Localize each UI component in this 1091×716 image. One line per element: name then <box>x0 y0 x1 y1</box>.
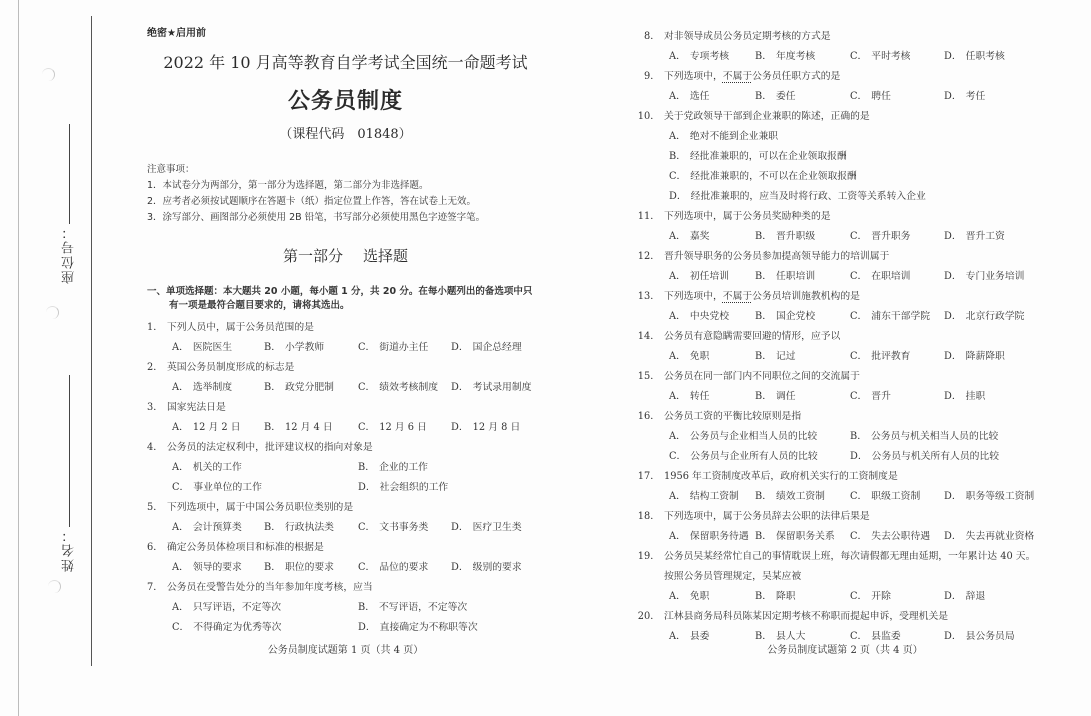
option-a: A． 会计预算类 <box>172 522 242 533</box>
question-item <box>635 507 1055 547</box>
question-number: 1． <box>146 322 163 333</box>
question-stem: 江林县商务局科员陈某因定期考核不称职而提起申诉，受理机关是 <box>664 611 949 622</box>
notice-item: 1．本试卷分为两部分，第一部分为选择题，第二部分为非选择题。 <box>147 180 429 191</box>
confidential-mark: 绝密★启用前 <box>147 28 206 39</box>
option-a: A． 嘉奖 <box>669 231 710 242</box>
notice-heading: 注意事项： <box>147 164 195 175</box>
option-b: B． 调任 <box>755 391 796 402</box>
option-d: D． 考试录用制度 <box>451 382 532 393</box>
question-stem: 公务员吴某经常忙自己的事情耽误上班，每次请假都无理由延期，一年累计达 40 天。 <box>664 551 1036 562</box>
punch-hole-mark <box>46 306 59 319</box>
option-c: C． 聘任 <box>850 91 891 102</box>
notice-section <box>147 162 485 226</box>
question-item <box>635 467 1055 507</box>
option-c: C． 开除 <box>850 591 891 602</box>
seat-number-label: 座位号： <box>62 224 77 284</box>
question-number: 13． <box>637 291 660 302</box>
option-a: A． 中央党校 <box>669 311 730 322</box>
option-c: C． 12 月 6 日 <box>358 422 427 433</box>
option-a: A． 初任培训 <box>669 271 730 282</box>
question-item <box>635 27 1055 67</box>
name-blank-line[interactable] <box>70 375 71 527</box>
question-list <box>635 27 1055 647</box>
option-b: B． 政党分肥制 <box>264 382 334 393</box>
option-d: D． 职务等级工资制 <box>944 491 1035 502</box>
section-part: 第一部分 <box>282 247 343 265</box>
question-stem: 下列选项中，属于公务员辞去公职的法律后果是 <box>664 511 870 522</box>
option-d: D． 国企总经理 <box>451 342 522 353</box>
option-b: B． 经批准兼职的，可以在企业领取报酬 <box>669 151 847 162</box>
subject-title: 公务员制度 <box>287 89 403 114</box>
question-number: 10． <box>637 111 660 122</box>
option-c: C． 职级工资制 <box>850 491 921 502</box>
course-code: （课程代码 01848） <box>279 127 412 142</box>
question-stem: 下列选项中，属于公务员奖励种类的是 <box>664 211 831 222</box>
question-number: 20． <box>637 611 660 622</box>
question-stem: 英国公务员制度形成的标志是 <box>167 362 295 373</box>
instruction-line: 一、单项选择题：本大题共 20 小题，每小题 1 分，共 20 分。在每小题列出的备选项中只 <box>147 286 533 297</box>
option-d: D． 医疗卫生类 <box>451 522 522 533</box>
question-stem: 公务员工资的平衡比较原则是指 <box>664 411 802 422</box>
option-b: B． 公务员与机关相当人员的比较 <box>850 431 999 442</box>
punch-hole-mark <box>42 68 55 81</box>
page-footer: 公务员制度试题第 1 页（共 4 页） <box>267 645 424 656</box>
option-c: C． 平时考核 <box>850 51 911 62</box>
option-c: C． 县监委 <box>850 631 901 642</box>
option-d: D． 经批准兼职的，应当及时将行政、工资等关系转入企业 <box>669 191 926 202</box>
question-number: 12． <box>637 251 660 262</box>
question-stem: 下列选项中，不属于公务员培训施教机构的是 <box>664 291 860 302</box>
question-item <box>138 498 578 538</box>
option-b: B． 绩效工资制 <box>755 491 825 502</box>
option-b: B． 职位的要求 <box>264 562 334 573</box>
option-a: A． 免职 <box>669 351 710 362</box>
question-stem: 下列人员中，属于公务员范围的是 <box>167 322 314 333</box>
question-item <box>635 407 1055 467</box>
option-b: B． 行政执法类 <box>264 522 334 533</box>
question-stem: 晋升领导职务的公务员参加提高领导能力的培训属于 <box>664 251 890 262</box>
option-a: A． 结构工资制 <box>669 491 739 502</box>
option-c: C． 公务员与企业所有人员的比较 <box>669 451 818 462</box>
option-a: A． 绝对不能到企业兼职 <box>669 131 779 142</box>
option-c: C． 晋升 <box>850 391 891 402</box>
question-number: 5． <box>146 502 163 513</box>
option-d: D． 晋升工资 <box>944 231 1005 242</box>
section-title <box>138 245 553 266</box>
option-a: A． 专项考核 <box>669 51 730 62</box>
page-footer: 公务员制度试题第 2 页（共 4 页） <box>767 645 923 656</box>
question-number: 14． <box>637 331 660 342</box>
question-stem: 公务员在同一部门内不同职位之间的交流属于 <box>664 371 860 382</box>
question-stem: 下列选项中，属于中国公务员职位类别的是 <box>167 502 354 513</box>
option-d: D． 专门业务培训 <box>944 271 1025 282</box>
exam-page-2 <box>635 0 1055 716</box>
question-item <box>635 207 1055 247</box>
option-a: A． 12 月 2 日 <box>172 422 241 433</box>
question-number: 4． <box>146 442 163 453</box>
option-d: D． 降薪降职 <box>944 351 1005 362</box>
option-c: C． 街道办主任 <box>358 342 429 353</box>
question-number: 9． <box>643 71 660 82</box>
question-stem: 国家宪法日是 <box>167 402 226 413</box>
notice-item: 2．应考者必须按试题顺序在答题卡（纸）指定位置上作答，答在试卷上无效。 <box>147 196 477 207</box>
option-d: D． 公务员与机关所有人员的比较 <box>850 451 1000 462</box>
name-field[interactable] <box>60 362 84 572</box>
option-d: D． 任职考核 <box>944 51 1005 62</box>
question-item <box>635 547 1055 607</box>
option-a: A． 医院医生 <box>172 342 233 353</box>
question-stem: 对非领导成员公务员定期考核的方式是 <box>664 31 831 42</box>
question-number: 16． <box>637 411 660 422</box>
option-b: B． 保留职务关系 <box>755 531 835 542</box>
option-c: C． 绩效考核制度 <box>358 382 439 393</box>
option-b: B． 企业的工作 <box>358 462 428 473</box>
question-stem: 关于党政领导干部到企业兼职的陈述，正确的是 <box>664 111 870 122</box>
question-instruction <box>147 285 567 313</box>
option-b: B． 年度考核 <box>755 51 816 62</box>
option-d: D． 失去再就业资格 <box>944 531 1035 542</box>
option-b: B． 任职培训 <box>755 271 816 282</box>
option-d: D． 直接确定为不称职等次 <box>358 622 478 633</box>
question-item <box>138 438 578 498</box>
question-item <box>138 318 578 358</box>
question-stem: 公务员有意隐瞒需要回避的情形，应予以 <box>664 331 841 342</box>
question-item <box>635 287 1055 327</box>
question-stem: 下列选项中，不属于公务员任职方式的是 <box>664 71 841 82</box>
question-item <box>138 398 578 438</box>
binding-margin-outer-line <box>18 0 19 716</box>
option-d: D． 北京行政学院 <box>944 311 1025 322</box>
question-number: 19． <box>637 551 660 562</box>
option-b: B． 晋升职级 <box>755 231 816 242</box>
question-stem: 确定公务员体检项目和标准的根据是 <box>167 542 324 553</box>
option-d: D． 辞退 <box>944 591 986 602</box>
option-d: D． 县公务员局 <box>944 631 1015 642</box>
punch-hole-mark <box>48 580 61 593</box>
binding-margin-inner-line <box>91 16 92 666</box>
exam-page-1 <box>138 0 578 716</box>
exam-title: 2022 年 10 月高等教育自学考试全国统一命题考试 <box>163 53 528 72</box>
option-d: D． 挂职 <box>944 391 986 402</box>
option-a: A． 机关的工作 <box>172 462 242 473</box>
option-d: D． 考任 <box>944 91 986 102</box>
option-c: C． 浦东干部学院 <box>850 311 931 322</box>
question-number: 6． <box>146 542 163 553</box>
option-a: A． 转任 <box>669 391 710 402</box>
question-number: 17． <box>637 471 660 482</box>
section-type: 选择题 <box>363 247 409 265</box>
option-d: D． 12 月 8 日 <box>451 422 521 433</box>
option-c: C． 在职培训 <box>850 271 911 282</box>
option-b: B． 小学教师 <box>264 342 325 353</box>
question-stem: 公务员的法定权利中，批评建议权的指向对象是 <box>167 442 373 453</box>
question-item <box>635 107 1055 207</box>
question-number: 3． <box>146 402 163 413</box>
question-number: 2． <box>146 362 163 373</box>
emphasis-negation: 不属于 <box>722 71 753 82</box>
question-stem: 公务员在受警告处分的当年参加年度考核，应当 <box>167 582 373 593</box>
question-item <box>635 67 1055 107</box>
question-item <box>138 578 578 638</box>
option-a: A． 选任 <box>669 91 710 102</box>
question-item <box>138 538 578 578</box>
option-b: B． 委任 <box>755 91 796 102</box>
option-b: B． 记过 <box>755 351 796 362</box>
option-d: D． 社会组织的工作 <box>358 482 449 493</box>
notice-item: 3．涂写部分、画图部分必须使用 2B 铅笔，书写部分必须使用黑色字迹签字笔。 <box>147 212 486 223</box>
option-b: B． 12 月 4 日 <box>264 422 333 433</box>
option-a: A． 只写评语，不定等次 <box>172 602 282 613</box>
option-a: A． 县委 <box>669 631 710 642</box>
question-item <box>635 327 1055 367</box>
question-stem-continued: 按照公务员管理规定，吴某应被 <box>664 571 802 582</box>
option-d: D． 级别的要求 <box>451 562 522 573</box>
option-b: B． 县人大 <box>755 631 806 642</box>
instruction-line: 有一项是最符合题目要求的，请将其选出。 <box>169 300 350 311</box>
name-label: 姓名： <box>62 527 77 572</box>
option-b: B． 不写评语，不定等次 <box>358 602 468 613</box>
option-c: C． 晋升职务 <box>850 231 911 242</box>
question-number: 18． <box>637 511 660 522</box>
question-stem: 1956 年工资制度改革后，政府机关实行的工资制度是 <box>664 471 898 482</box>
option-c: C． 事业单位的工作 <box>172 482 262 493</box>
question-number: 15． <box>637 371 660 382</box>
option-c: C． 品位的要求 <box>358 562 429 573</box>
option-b: B． 国企党校 <box>755 311 816 322</box>
option-a: A． 选举制度 <box>172 382 233 393</box>
option-b: B． 降职 <box>755 591 796 602</box>
option-c: C． 不得确定为优秀等次 <box>172 622 282 633</box>
option-c: C． 批评教育 <box>850 351 911 362</box>
seat-number-blank-line[interactable] <box>70 124 71 224</box>
option-c: C． 文书事务类 <box>358 522 429 533</box>
emphasis-negation: 不属于 <box>722 291 753 302</box>
option-a: A． 免职 <box>669 591 710 602</box>
option-a: A． 公务员与企业相当人员的比较 <box>669 431 818 442</box>
option-c: C． 失去公职待遇 <box>850 531 931 542</box>
seat-number-field[interactable] <box>60 124 84 284</box>
question-item <box>138 358 578 398</box>
question-number: 7． <box>146 582 163 593</box>
option-a: A． 领导的要求 <box>172 562 242 573</box>
question-item <box>635 367 1055 407</box>
question-number: 8． <box>643 31 660 42</box>
option-a: A． 保留职务待遇 <box>669 531 749 542</box>
question-item <box>635 247 1055 287</box>
question-list <box>138 318 578 638</box>
option-c: C． 经批准兼职的，不可以在企业领取报酬 <box>669 171 857 182</box>
question-number: 11． <box>637 211 660 222</box>
